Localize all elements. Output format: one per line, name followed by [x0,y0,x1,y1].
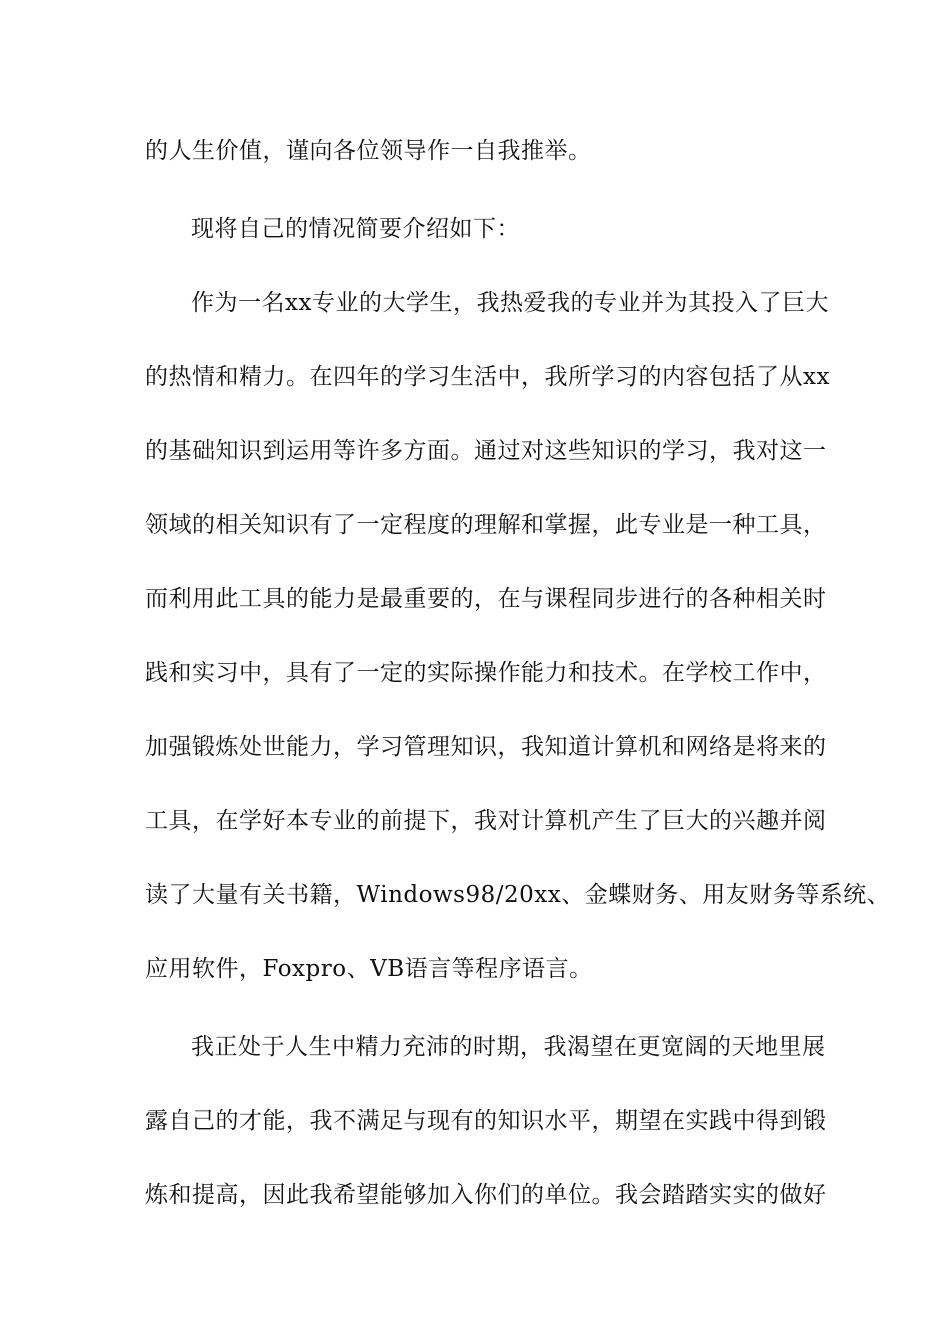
text-line: 现将自己的情况简要介绍如下： [191,216,520,242]
text-line: 炼和提高，因此我希望能够加入你们的单位。我会踏踏实实的做好 [145,1182,827,1208]
text-line: 读了大量有关书籍，Windows98/20xx、金蝶财务、用友财务等系统、 [145,882,891,908]
text-line: 而利用此工具的能力是最重要的，在与课程同步进行的各种相关时 [145,586,827,612]
text-line: 的热情和精力。在四年的学习生活中，我所学习的内容包括了从xx [145,364,830,390]
text-line: 的基础知识到运用等许多方面。通过对这些知识的学习，我对这一 [145,438,827,464]
text-line: 工具，在学好本专业的前提下，我对计算机产生了巨大的兴趣并阅 [145,808,827,834]
text-line: 我正处于人生中精力充沛的时期，我渴望在更宽阔的天地里展 [191,1034,826,1060]
text-line: 加强锻炼处世能力，学习管理知识，我知道计算机和网络是将来的 [145,734,827,760]
text-line: 应用软件，Foxpro、VB语言等程序语言。 [145,956,593,982]
text-line: 的人生价值，谨向各位领导作一自我推举。 [145,138,592,164]
text-line: 领域的相关知识有了一定程度的理解和掌握，此专业是一种工具， [145,512,827,538]
text-line: 作为一名xx专业的大学生，我热爱我的专业并为其投入了巨大 [191,290,829,316]
text-line: 露自己的才能，我不满足与现有的知识水平，期望在实践中得到锻 [145,1108,827,1134]
text-line: 践和实习中，具有了一定的实际操作能力和技术。在学校工作中， [145,660,827,686]
